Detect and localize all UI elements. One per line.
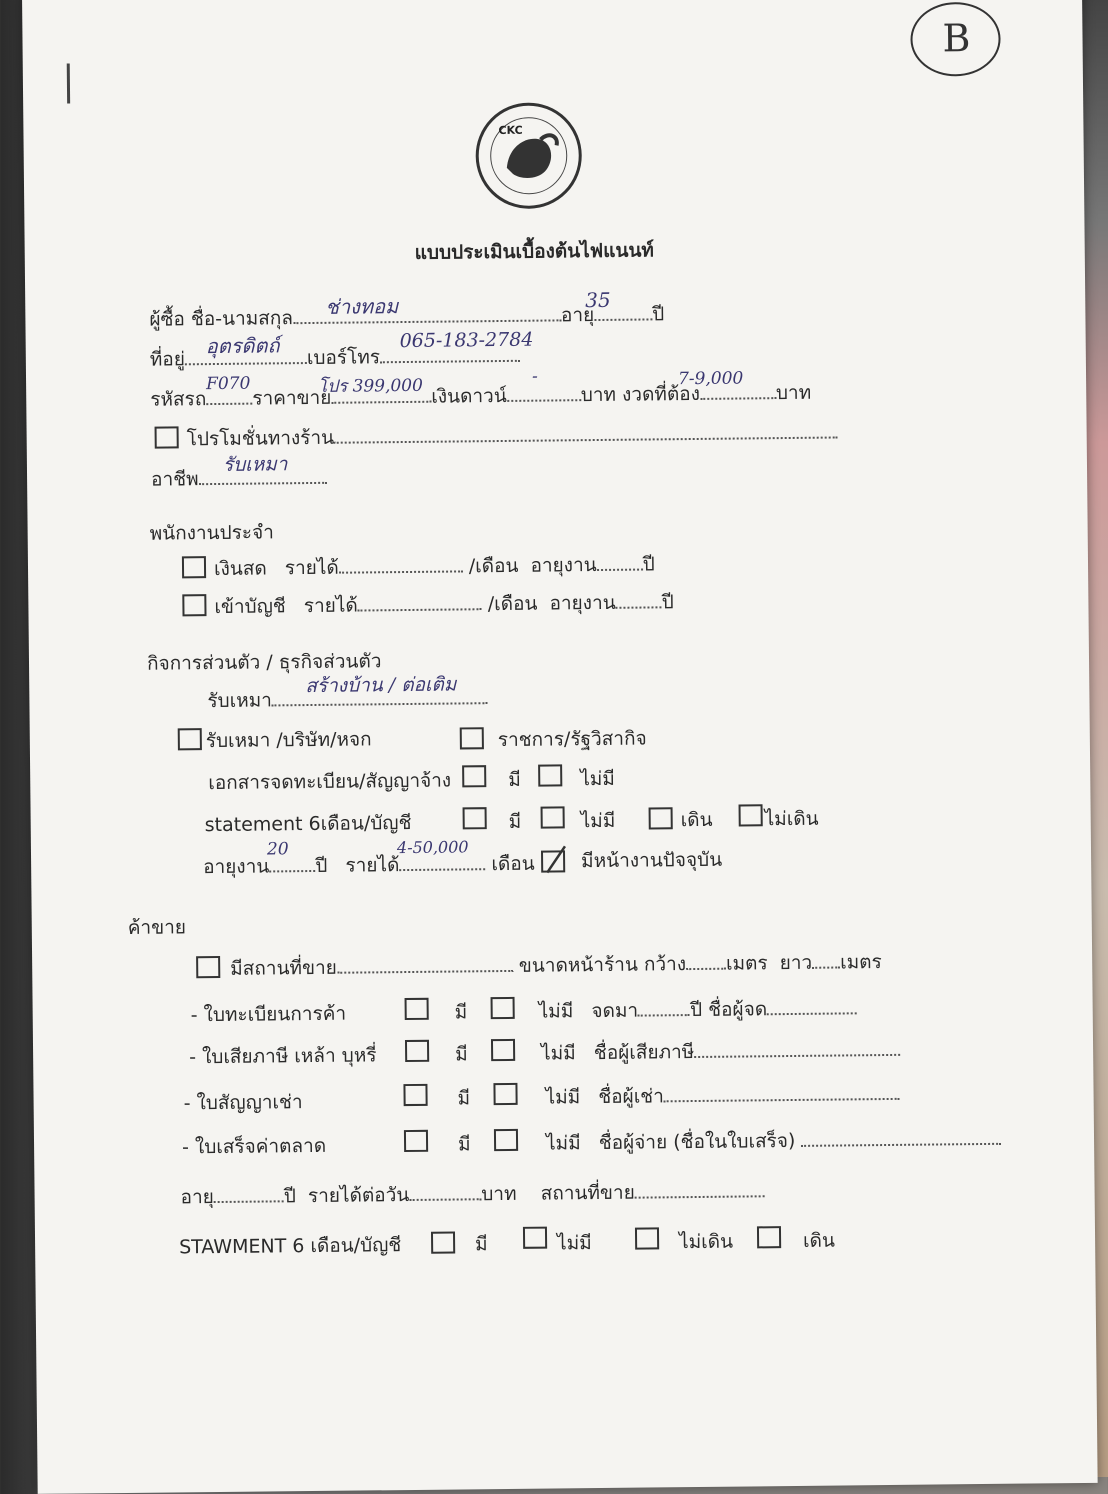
tenure-year: ปี [315, 854, 328, 877]
place-checkbox[interactable] [196, 956, 220, 978]
registered-label: จดมา [591, 999, 639, 1023]
contractor-label: รับเหมา /บริษัท/หจก [205, 728, 372, 753]
length-label: ยาว [779, 951, 813, 975]
market-none-label: ไม่มี [545, 1132, 581, 1155]
cash-income-label: รายได้ [284, 556, 339, 580]
lease-none-checkbox[interactable] [493, 1083, 517, 1105]
lease-label: - ใบสัญญาเช่า [183, 1091, 303, 1115]
promo-checkbox[interactable] [155, 426, 179, 448]
income-month: เดือน [491, 852, 535, 876]
stawment-flow-label: เดิน [802, 1229, 836, 1252]
account-income-label: รายได้ [303, 594, 358, 618]
buyer-name-label: ผู้ซื้อ ชื่อ-นามสกุล [149, 307, 294, 331]
employee-heading: พนักงานประจำ [149, 521, 275, 545]
taxpayer-label: ชื่อผู้เสียภาษี [593, 1041, 695, 1065]
meter-label: เมตร [725, 952, 768, 975]
contractor-checkbox[interactable] [178, 728, 202, 750]
corner-mark-letter: B [942, 16, 971, 61]
docs-have-checkbox[interactable] [462, 765, 486, 787]
age-label: อายุ [560, 304, 595, 327]
license-have-label: มี [454, 1001, 468, 1024]
trade-heading: ค้าขาย [127, 916, 187, 939]
installment-value[interactable]: 7-9,000 [677, 368, 744, 390]
stawment-flow-checkbox[interactable] [757, 1226, 781, 1248]
phone-value[interactable]: 065-183-2784 [399, 328, 534, 353]
price-label: ราคาขาย [252, 386, 332, 410]
stawment-none-checkbox[interactable] [523, 1227, 547, 1249]
buyer-name-value[interactable]: ช่างทอม [325, 294, 399, 319]
down-value[interactable]: - [531, 366, 538, 387]
license-label: - ใบทะเบียนการค้า [190, 1002, 347, 1027]
form-title: แบบประเมินเบื้องต้นไฟแนนท์ [414, 239, 655, 264]
lease-none-label: ไม่มี [545, 1086, 581, 1109]
market-detail [546, 1124, 1002, 1159]
age-income-row [180, 1176, 764, 1212]
trade-age-label: อายุ [180, 1186, 214, 1209]
left-margin-mark [67, 64, 70, 104]
cash-checkbox[interactable] [182, 556, 206, 578]
tenure-value[interactable]: 20 [266, 839, 289, 860]
registered-year: ปี [689, 998, 703, 1022]
stawment-have-label: มี [475, 1233, 488, 1256]
cash-row [214, 549, 655, 584]
company-logo [475, 102, 582, 209]
promo-label: โปรโมชั่นทางร้าน [186, 426, 335, 451]
age-unit: ปี [652, 303, 665, 326]
statement-have-checkbox[interactable] [463, 807, 487, 829]
daily-income-label: รายได้ต่อวัน [307, 1184, 410, 1208]
payer-label: ชื่อผู้จ่าย (ชื่อในใบเสร็จ) [598, 1129, 796, 1155]
current-job-label: มีหน้างานปัจจุบัน [580, 848, 723, 873]
check-mark-icon [545, 844, 567, 874]
license-have-checkbox[interactable] [405, 998, 429, 1020]
down-label: เงินดาวน์ [431, 384, 507, 408]
address-value[interactable]: อุตรดิตถ์ [205, 333, 280, 359]
statement-noflow-checkbox[interactable] [739, 804, 763, 826]
market-none-checkbox[interactable] [494, 1129, 518, 1151]
market-label: - ใบเสร็จค่าตลาด [181, 1134, 327, 1159]
shop-size-label: ขนาดหน้าร้าน กว้าง [518, 953, 687, 977]
tenure-row [203, 849, 535, 882]
stawment-none-label: ไม่มี [556, 1232, 592, 1255]
place-label: มีสถานที่ขาย [230, 956, 337, 980]
stawment-label: STAWMENT 6 เดือน/บัญชี [179, 1234, 402, 1259]
account-row [214, 587, 674, 622]
contract-label: รับเหมา [207, 689, 273, 713]
account-tenure-label: อายุงาน [549, 591, 616, 615]
trade-age-year: ปี [283, 1185, 297, 1208]
age-value[interactable]: 35 [585, 287, 611, 313]
cash-per-month: /เดือน [468, 554, 519, 578]
contract-value[interactable]: สร้างบ้าน / ต่อเติม [305, 673, 457, 698]
docs-none-label: ไม่มี [580, 767, 615, 791]
form-sheet [22, 0, 1098, 1494]
tax-have-label: มี [455, 1043, 468, 1066]
docs-label: เอกสารจดทะเบียน/สัญญาจ้าง [208, 769, 452, 795]
cash-year: ปี [642, 553, 655, 576]
stawment-noflow-label: ไม่เดิน [678, 1230, 734, 1254]
license-none-checkbox[interactable] [491, 997, 515, 1019]
meter-label-2: เมตร [840, 951, 882, 974]
statement-flow-label: เดิน [680, 808, 713, 832]
lessee-label: ชื่อผู้เช่า [598, 1085, 664, 1109]
market-have-checkbox[interactable] [404, 1130, 428, 1152]
stawment-noflow-checkbox[interactable] [635, 1227, 659, 1249]
license-detail [539, 993, 858, 1026]
phone-label: เบอร์โทร [306, 346, 381, 370]
occupation-label: อาชีพ [150, 468, 199, 491]
baht-label-2: บาท [775, 381, 812, 405]
account-checkbox[interactable] [182, 594, 206, 616]
occupation-value[interactable]: รับเหมา [222, 453, 288, 476]
place-row [230, 947, 882, 984]
statement-none-checkbox[interactable] [541, 806, 565, 828]
income-label: รายได้ [345, 854, 400, 877]
lease-have-checkbox[interactable] [403, 1084, 427, 1106]
installment-label: งวดที่ต้อง [621, 382, 701, 406]
docs-none-checkbox[interactable] [538, 764, 562, 786]
government-checkbox[interactable] [460, 727, 484, 749]
statement-noflow-label: ไม่เดิน [764, 807, 819, 831]
statement-label: statement 6เดือน/บัญชี [204, 811, 412, 837]
account-year: ปี [661, 591, 674, 614]
government-label: ราชการ/รัฐวิสากิจ [497, 727, 647, 752]
docs-have-label: มี [508, 768, 521, 791]
baht-label: บาท [580, 383, 617, 407]
cash-tenure-label: อายุงาน [530, 554, 597, 577]
location-label: สถานที่ขาย [540, 1181, 635, 1205]
tax-none-label: ไม่มี [541, 1042, 576, 1065]
tax-detail [541, 1035, 900, 1069]
logo-text: CKC [498, 123, 523, 138]
current-job-checkbox[interactable] [541, 850, 565, 872]
car-code-label: รหัสรถ [150, 388, 207, 411]
account-label: เข้าบัญชี [214, 595, 286, 619]
corner-mark [910, 2, 1001, 77]
daily-income-baht: บาท [481, 1182, 517, 1206]
market-have-label: มี [457, 1133, 471, 1156]
license-none-label: ไม่มี [538, 1000, 574, 1023]
business-heading: กิจการส่วนตัว / ธุรกิจส่วนตัว [146, 650, 382, 675]
account-per-month: /เดือน [487, 592, 538, 616]
tax-label: - ใบเสียภาษี เหล้า บุหรี่ [189, 1044, 377, 1069]
address-label: ที่อยู่ [149, 348, 186, 371]
car-code-value[interactable]: F070 [205, 373, 251, 395]
statement-have-label: มี [508, 810, 522, 833]
tenure-label: อายุงาน [203, 855, 270, 879]
statement-flow-checkbox[interactable] [649, 807, 673, 829]
lease-have-label: มี [457, 1087, 471, 1110]
lease-detail [545, 1079, 900, 1113]
income-value[interactable]: 4-50,000 [396, 837, 469, 858]
tax-have-checkbox[interactable] [405, 1040, 429, 1062]
cash-label: เงินสด [213, 557, 267, 581]
stawment-have-checkbox[interactable] [431, 1232, 455, 1254]
statement-none-label: ไม่มี [580, 809, 616, 833]
tax-none-checkbox[interactable] [491, 1039, 515, 1061]
registrant-label: ชื่อผู้จด [708, 998, 768, 1021]
price-value[interactable]: โปร 399,000 [318, 375, 423, 397]
